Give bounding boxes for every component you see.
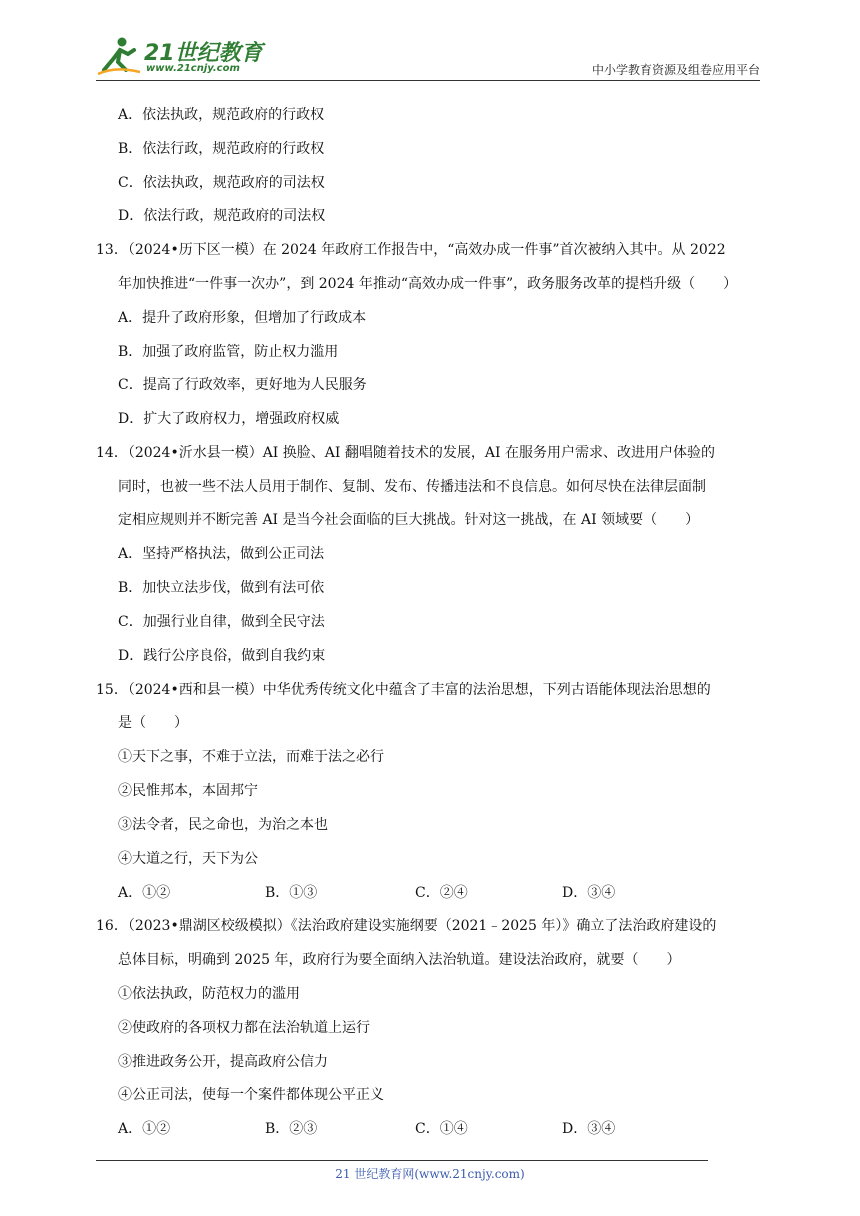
q16-statement-2: ②使政府的各项权力都在法治轨道上运行 <box>118 1020 370 1036</box>
q14-stem-line1: 14．（2024•沂水县一模）AI 换脸、AI 翻唱随着技术的发展，AI 在服务用户需求、改进用户体验的 <box>96 445 715 461</box>
q14-stem-line3: 定相应规则并不断完善 AI 是当今社会面临的巨大挑战。针对这一挑战，在 AI 领域要（ ） <box>118 512 700 528</box>
q16-statement-1: ①依法执政，防范权力的滥用 <box>118 986 300 1002</box>
q13-option-b: B．加强了政府监管，防止权力滥用 <box>118 344 339 360</box>
q15-option-c: C．②④ <box>415 885 468 901</box>
page-footer: 21 世纪教育网(www.21cnjy.com) <box>335 1167 525 1181</box>
q15-stem-line2: 是（ ） <box>118 715 188 731</box>
q12-option-d: D．依法行政，规范政府的司法权 <box>118 208 326 224</box>
q15-option-b: B．①③ <box>265 885 318 901</box>
q13-option-d: D．扩大了政府权力，增强政府权威 <box>118 411 340 427</box>
q16-option-b: B．②③ <box>265 1121 318 1137</box>
q15-statement-1: ①天下之事，不难于立法，而难于法之必行 <box>118 749 384 765</box>
q16-option-a: A．①② <box>118 1121 171 1137</box>
site-logo <box>96 34 266 78</box>
q13-option-c: C．提高了行政效率，更好地为人民服务 <box>118 377 367 393</box>
q15-statement-3: ③法令者，民之命也，为治之本也 <box>118 817 328 833</box>
q14-option-c: C．加强行业自律，做到全民守法 <box>118 614 325 630</box>
q14-option-a: A．坚持严格执法，做到公正司法 <box>118 546 325 562</box>
q14-option-b: B．加快立法步伐，做到有法可依 <box>118 580 325 596</box>
q16-stem-line1: 16．（2023•鼎湖区校级模拟）《法治政府建设实施纲要（2021﹣2025 年）》确立了法治政府建设的 <box>96 918 717 934</box>
q15-statement-2: ②民惟邦本，本固邦宁 <box>118 783 258 799</box>
q13-stem-line2: 年加快推进“一件事一次办”，到 2024 年推动“高效办成一件事”，政务服务改革的提档升级（ ） <box>118 276 738 292</box>
page-header <box>96 34 760 80</box>
q16-statement-4: ④公正司法，使每一个案件都体现公平正义 <box>118 1087 384 1103</box>
q13-stem-line1: 13．（2024•历下区一模）在 2024 年政府工作报告中，“高效办成一件事”首次被纳入其中。从 2022 <box>96 242 726 258</box>
q16-option-c: C．①④ <box>415 1121 468 1137</box>
header-divider <box>96 80 760 81</box>
q15-stem-line1: 15．（2024•西和县一模）中华优秀传统文化中蕴含了丰富的法治思想，下列古语能体现法治思想的 <box>96 682 711 698</box>
q13-option-a: A．提升了政府形象，但增加了行政成本 <box>118 310 367 326</box>
logo-main-text: 21世纪教育 <box>144 41 263 66</box>
q12-option-b: B．依法行政，规范政府的行政权 <box>118 141 325 157</box>
footer-divider <box>96 1160 708 1161</box>
q14-option-d: D．践行公序良俗，做到自我约束 <box>118 648 326 664</box>
runner-logo-icon <box>96 36 142 76</box>
q16-statement-3: ③推进政务公开，提高政府公信力 <box>118 1054 328 1070</box>
q16-stem-line2: 总体目标，明确到 2025 年，政府行为要全面纳入法治轨道。建设法治政府，就要（ ） <box>118 952 681 968</box>
q15-option-d: D．③④ <box>562 885 616 901</box>
q15-statement-4: ④大道之行，天下为公 <box>118 851 258 867</box>
platform-name: 中小学教育资源及组卷应用平台 <box>591 63 760 77</box>
logo-sub-text: www.21cnjy.com <box>146 63 240 74</box>
q16-option-d: D．③④ <box>562 1121 616 1137</box>
q14-stem-line2: 同时，也被一些不法人员用于制作、复制、发布、传播违法和不良信息。如何尽快在法律层面制 <box>118 479 706 495</box>
q15-option-a: A．①② <box>118 885 171 901</box>
q12-option-c: C．依法执政，规范政府的司法权 <box>118 175 325 191</box>
q12-option-a: A．依法执政，规范政府的行政权 <box>118 107 325 123</box>
